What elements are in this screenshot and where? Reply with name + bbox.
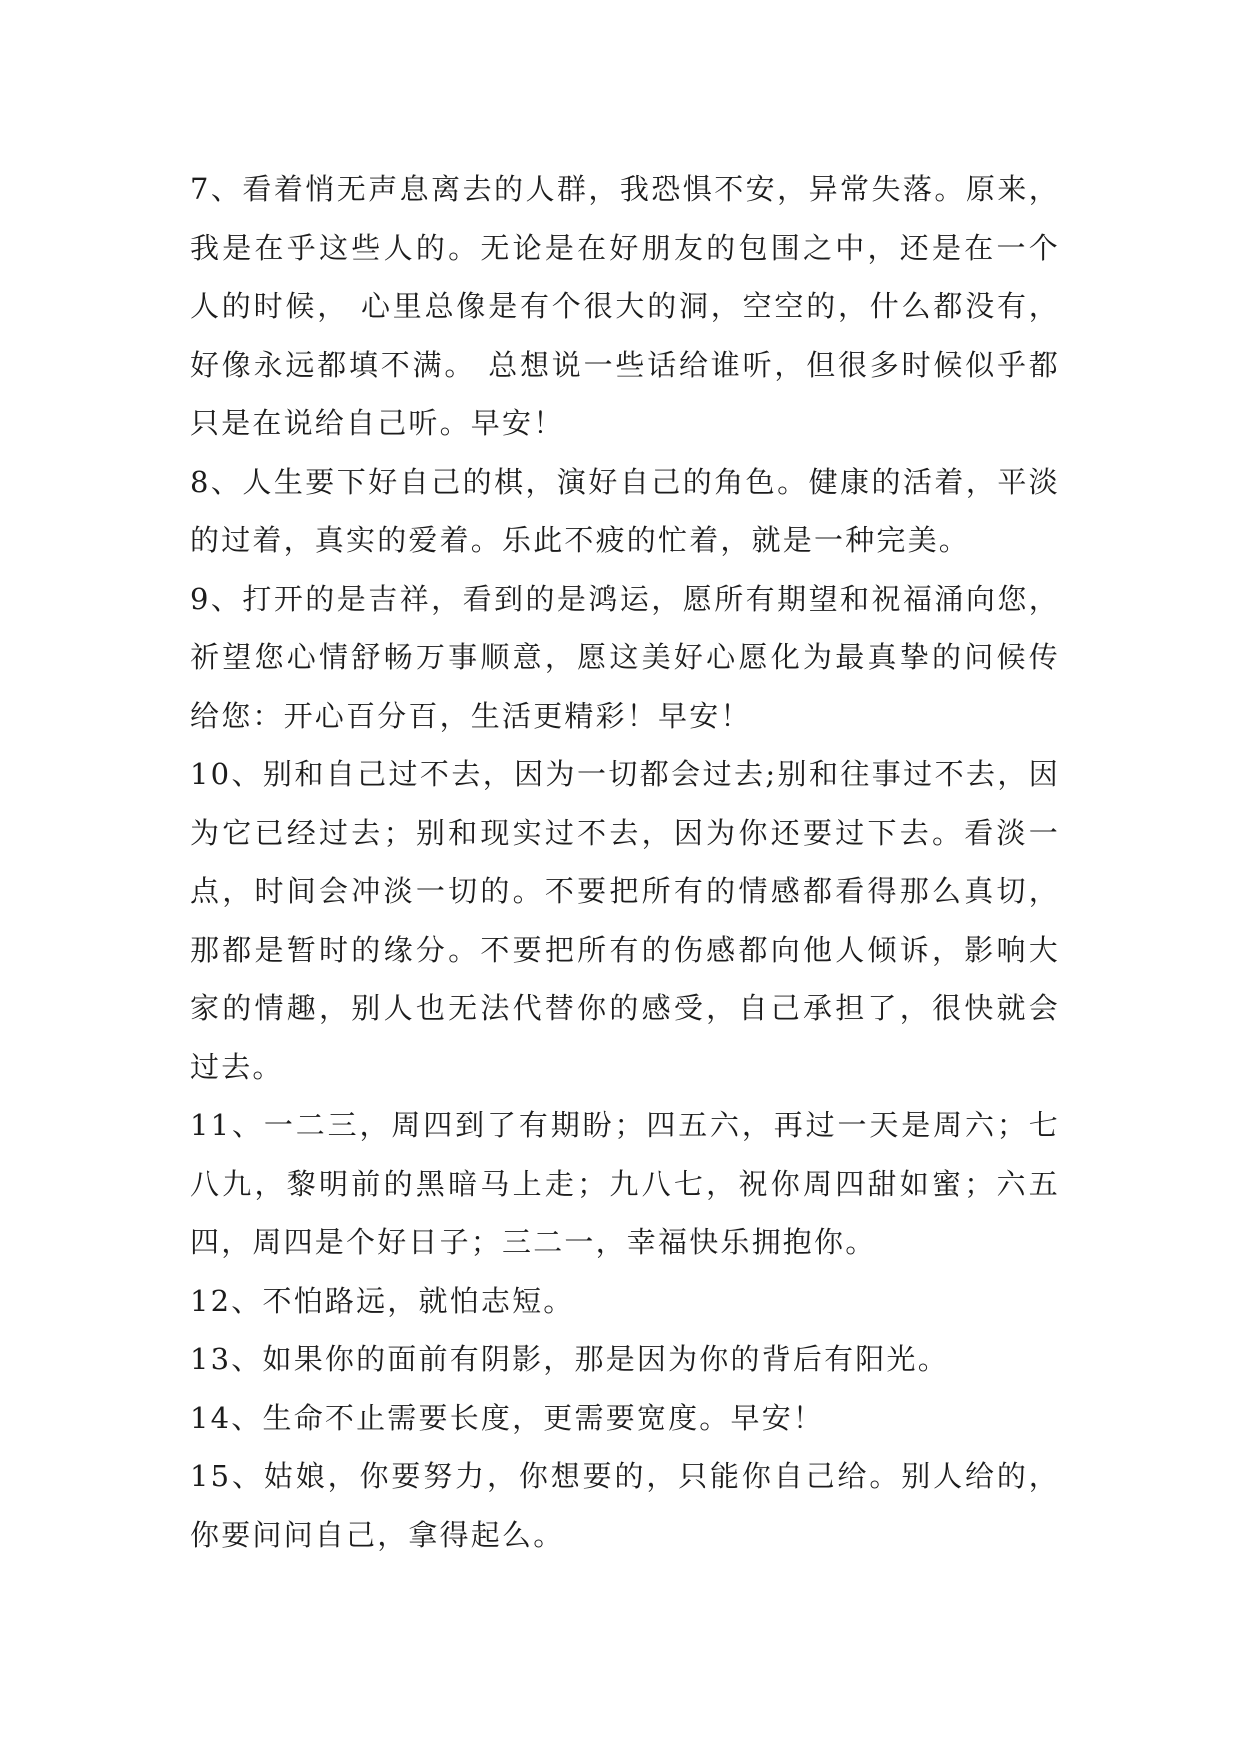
paragraph-10: 10、别和自己过不去，因为一切都会过去;别和往事过不去，因为它已经过去；别和现实过不去，因为你还要过下去。看淡一点，时间会冲淡一切的。不要把所有的情感都看得那么真切，那都是暂时的缘分。不要把所有的伤感都向他人倾诉，影响大家的情趣，别人也无法代替你的感受，自己承担了，很快就会过去。	[190, 757, 1060, 1084]
paragraph-12: 12、不怕路远，就怕志短。	[190, 1283, 575, 1318]
document-body	[190, 160, 1060, 1564]
paragraph-15: 15、姑娘，你要努力，你想要的，只能你自己给。别人给的，你要问问自己，拿得起么。	[190, 1459, 1060, 1552]
paragraph-7: 7、看着悄无声息离去的人群，我恐惧不安，异常失落。原来，我是在乎这些人的。无论是在好朋友的包围之中，还是在一个人的时候， 心里总像是有个很大的洞，空空的，什么都没有，好像永远都填不满。 总想说一些话给谁听，但很多时候似乎都只是在说给自己听。早安！	[190, 172, 1060, 440]
paragraph-14: 14、生命不止需要长度，更需要宽度。早安！	[190, 1400, 825, 1435]
paragraph-8: 8、人生要下好自己的棋，演好自己的角色。健康的活着，平淡的过着，真实的爱着。乐此不疲的忙着，就是一种完美。	[190, 464, 1060, 557]
paragraph-11: 11、一二三，周四到了有期盼；四五六，再过一天是周六；七八九，黎明前的黑暗马上走；九八七，祝你周四甜如蜜；六五四，周四是个好日子；三二一，幸福快乐拥抱你。	[190, 1108, 1060, 1259]
paragraph-9: 9、打开的是吉祥，看到的是鸿运，愿所有期望和祝福涌向您，祈望您心情舒畅万事顺意，愿这美好心愿化为最真挚的问候传给您：开心百分百，生活更精彩！早安！	[190, 581, 1060, 733]
paragraph-13: 13、如果你的面前有阴影，那是因为你的背后有阳光。	[190, 1342, 949, 1376]
